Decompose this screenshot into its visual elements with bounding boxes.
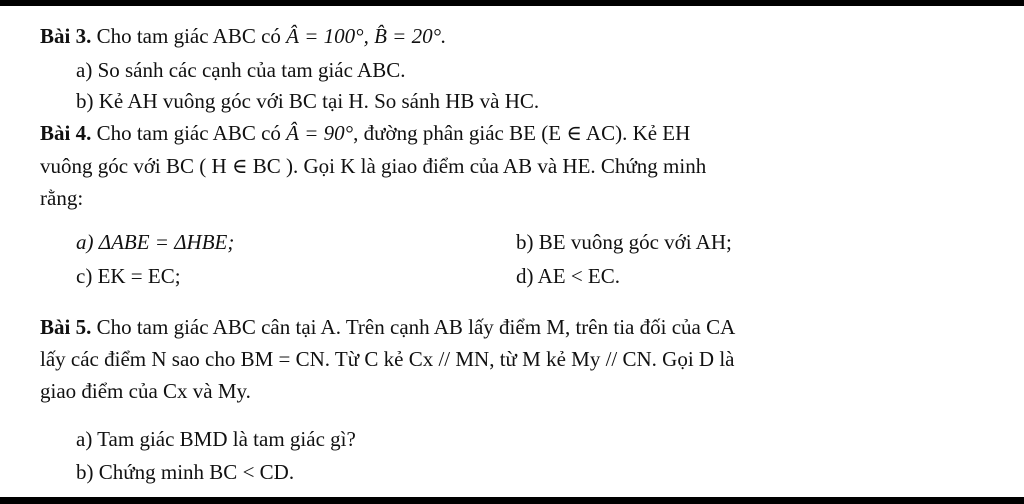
bai4-part-d: d) AE < EC.: [516, 264, 621, 288]
bai4-part-a: a) ΔABE = ΔHBE;: [76, 230, 235, 254]
bai4-part-b: b) BE vuông góc với AH;: [516, 230, 732, 254]
bai4-intro-rest: , đường phân giác BE (E ∈ AC). Kẻ EH: [353, 121, 691, 145]
bai4-title: Bài 4.: [40, 121, 92, 145]
bai5-part-b: b) Chứng minh BC < CD.: [76, 460, 295, 484]
bai4-line2: vuông góc với BC ( H ∈ BC ). Gọi K là giao điểm của AB và HE. Chứng minh: [40, 154, 707, 178]
bai3-part-b: b) Kẻ AH vuông góc với BC tại H. So sánh HB và HC.: [76, 89, 540, 113]
bai5-title: Bài 5.: [40, 315, 92, 339]
bai4-part-c: c) EK = EC;: [76, 264, 181, 288]
bai3-title: Bài 3.: [40, 24, 92, 48]
worksheet-page: [0, 6, 1024, 497]
bai3-intro: Cho tam giác ABC có: [91, 24, 287, 48]
bai4-line3: rằng:: [40, 186, 84, 210]
bai5-line3: giao điểm của Cx và My.: [40, 379, 251, 403]
bai5-part-a: a) Tam giác BMD là tam giác gì?: [76, 427, 356, 451]
bai3-angle-b: B̂ = 20°.: [374, 24, 447, 48]
bai5-intro: Cho tam giác ABC cân tại A. Trên cạnh AB lấy điểm M, trên tia đối của CA: [91, 315, 736, 339]
bai4-angle-a: Â = 90°: [286, 121, 354, 145]
bai3-part-a: a) So sánh các cạnh của tam giác ABC.: [76, 58, 406, 82]
bai3-angle-a: Â = 100°,: [286, 24, 375, 48]
bai5-heading-line: [40, 315, 735, 339]
bai4-intro: Cho tam giác ABC có: [91, 121, 287, 145]
bai3-heading-line: [40, 24, 446, 48]
bai5-line2: lấy các điểm N sao cho BM = CN. Từ C kẻ Cx // MN, từ M kẻ My // CN. Gọi D là: [40, 347, 735, 371]
bai4-heading-line: [40, 121, 690, 145]
